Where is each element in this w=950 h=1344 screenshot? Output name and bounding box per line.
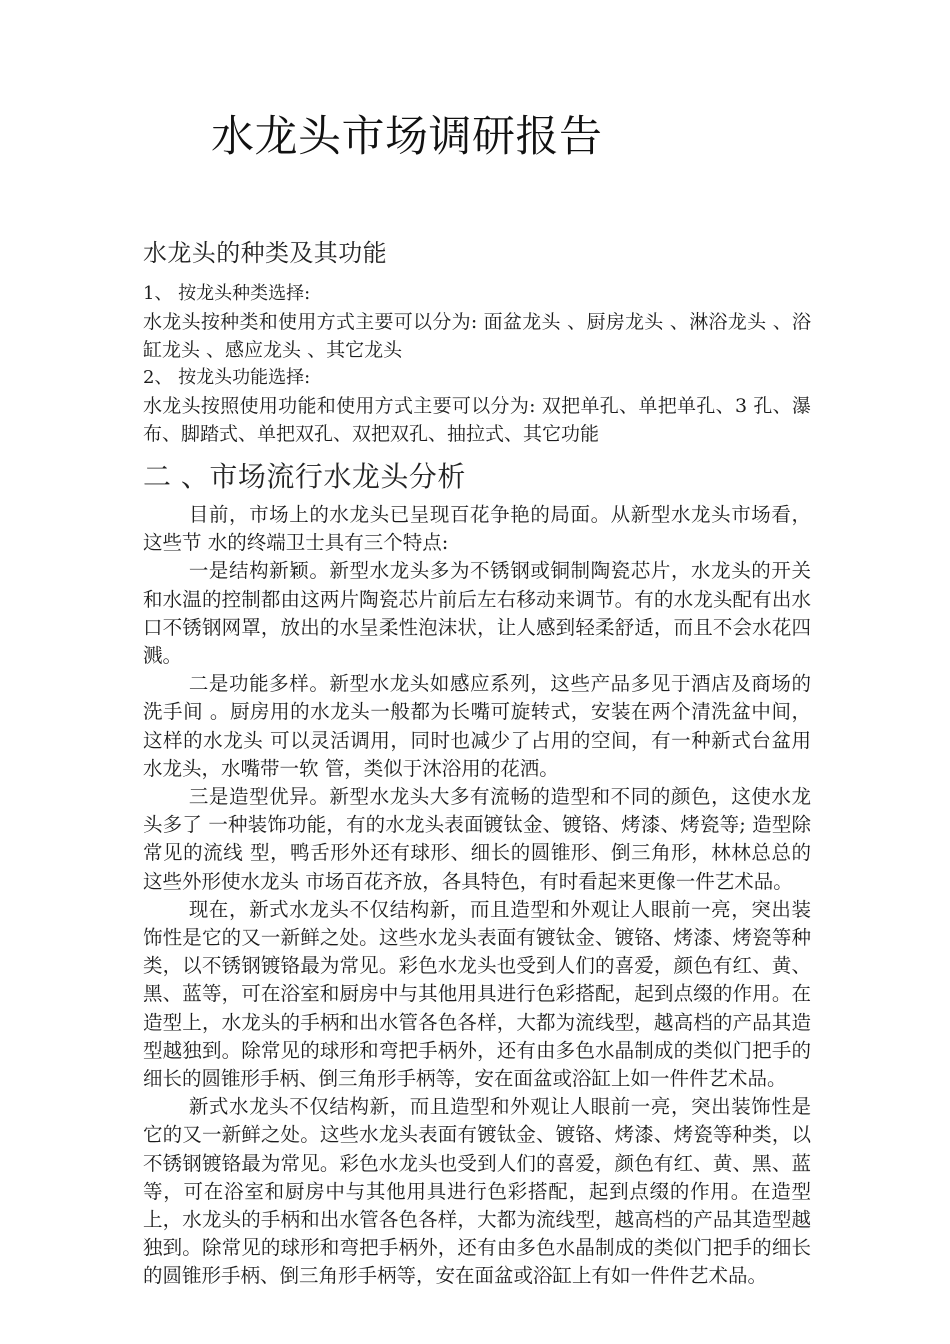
list-item-2-body: 水龙头按照使用功能和使用方式主要可以分为: 双把单孔、单把单孔、3 孔、瀑布、脚踏式、单把双孔、双把双孔、抽拉式、其它功能	[143, 395, 811, 445]
paragraph-3: 二是功能多样。新型水龙头如感应系列，这些产品多见于酒店及商场的洗手间 。厨房用的水龙头一般都为长嘴可旋转式，安装在两个清洗盆中间，这样的水龙头 可以灵活调用，同时也减少了占用的空间，有一种新式台盆用水龙头，水嘴带一软 管，类似于沐浴用的花洒。	[143, 672, 811, 780]
body-text-block	[143, 494, 811, 1291]
paragraph-4: 三是造型优异。新型水龙头大多有流畅的造型和不同的颜色，这使水龙头多了 一种装饰功能，有的水龙头表面镀钛金、镀铬、烤漆、烤瓷等; 造型除常见的流线 型，鸭舌形外还有球形、细长的圆锥形、倒三角形，林林总总的这些外形使水龙头 市场百花齐放，各具特色，有时看起来更像一件艺术品。	[143, 785, 811, 893]
selection-criteria-list	[143, 268, 811, 448]
paragraph-2: 一是结构新颖。新型水龙头多为不锈钢或铜制陶瓷芯片，水龙头的开关和水温的控制都由这两片陶瓷芯片前后左右移动来调节。有的水龙头配有出水口不锈钢网罩，放出的水呈柔性泡沫状，让人感到轻柔舒适，而且不会水花四溅。	[143, 559, 811, 668]
list-item-1-label: 1、 按龙头种类选择:	[143, 283, 311, 304]
paragraph-6: 新式水龙头不仅结构新，而且造型和外观让人眼前一亮，突出装饰性是它的又一新鲜之处。这些水龙头表面有镀钛金、镀铬、烤漆、烤瓷等种类，以不锈钢镀铬最为常见。彩色水龙头也受到人们的喜爱，颜色有红、黄、黑、蓝等，可在浴室和厨房中与其他用具进行色彩搭配，起到点缀的作用。在造型上，水龙头的手柄和出水管各色各样，大都为流线型，越高档的产品其造型越独到。除常见的球形和弯把手柄外，还有由多色水晶制成的类似门把手的细长的圆锥形手柄、倒三角形手柄等，安在面盆或浴缸上有如一件件艺术品。	[143, 1095, 811, 1288]
list-item-2-label: 2、 按龙头功能选择:	[143, 367, 311, 388]
page-title: 水龙头市场调研报告	[211, 112, 603, 162]
paragraph-1: 目前，市场上的水龙头已呈现百花争艳的局面。从新型水龙头市场看，这些节 水的终端卫士具有三个特点:	[143, 503, 811, 555]
document-content	[143, 0, 811, 1291]
section-heading-market-analysis: 二 、市场流行水龙头分析	[143, 460, 466, 493]
section-heading-types-and-functions: 水龙头的种类及其功能	[143, 239, 387, 267]
paragraph-5: 现在，新式水龙头不仅结构新，而且造型和外观让人眼前一亮，突出装饰性是它的又一新鲜之处。这些水龙头表面有镀钛金、镀铬、烤漆、烤瓷等种类，以不锈钢镀铬最为常见。彩色水龙头也受到人们的喜爱，颜色有红、黄、黑、蓝等，可在浴室和厨房中与其他用具进行色彩搭配，起到点缀的作用。在造型上，水龙头的手柄和出水管各色各样，大都为流线型，越高档的产品其造型越独到。除常见的球形和弯把手柄外，还有由多色水晶制成的类似门把手的细长的圆锥形手柄、倒三角形手柄等，安在面盆或浴缸上如一件件艺术品。	[143, 897, 811, 1091]
list-item-1-body: 水龙头按种类和使用方式主要可以分为: 面盆龙头 、厨房龙头 、淋浴龙头 、浴缸龙头 、感应龙头 、其它龙头	[143, 311, 811, 361]
